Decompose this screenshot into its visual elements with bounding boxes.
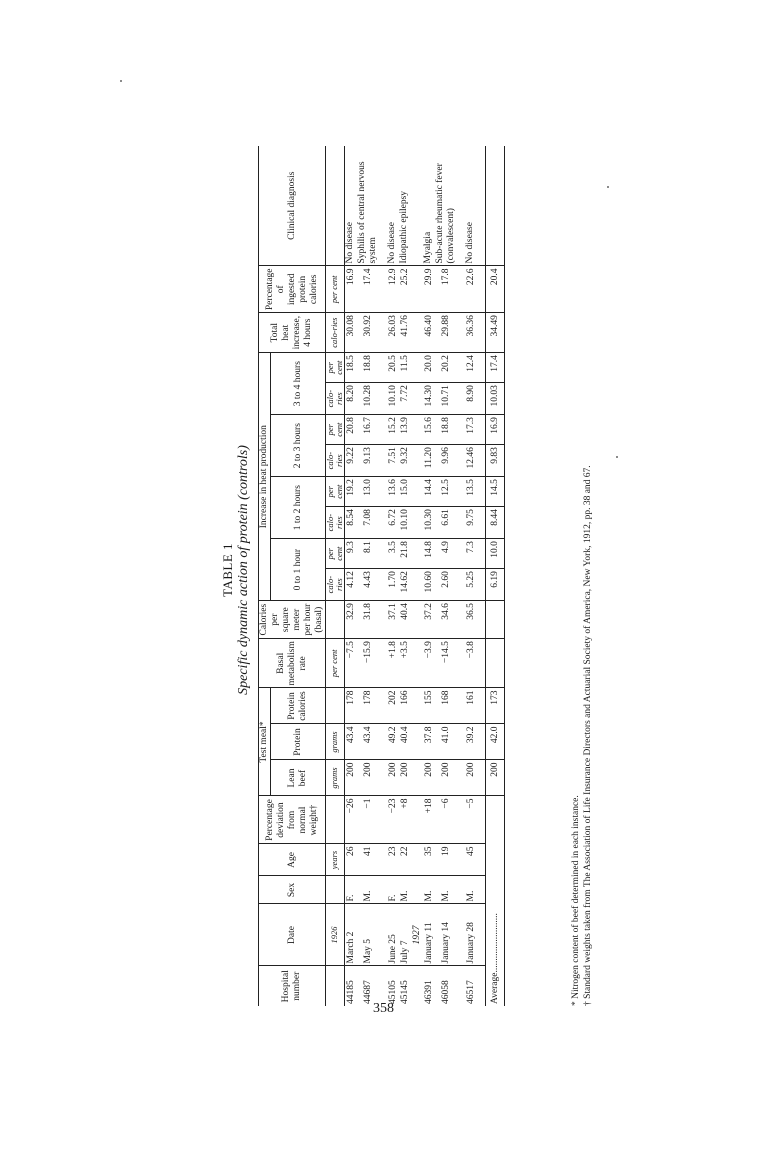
cell-bmr: −3.9 xyxy=(423,639,435,688)
unit-per-cent: per cent xyxy=(326,266,345,313)
avg-h23-pct: 16.9 xyxy=(485,415,504,445)
footnote-dagger: † Standard weights taken from The Association of Life Insurance Directors and Actuarial Society of America, New York, 1912, pp. 38 and 67. xyxy=(583,465,593,1006)
cell-sex: F. xyxy=(387,876,399,904)
cell-h01-cal: 2.60 xyxy=(435,569,465,601)
cell-age: 35 xyxy=(423,844,435,876)
avg-h34-cal: 10.03 xyxy=(485,383,504,415)
unit-empty xyxy=(326,876,345,904)
cell-lean-beef: 200 xyxy=(357,760,387,796)
cell-h23-cal: 11.20 xyxy=(423,445,435,477)
avg-h34-pct: 17.4 xyxy=(485,353,504,383)
cell-year: 1927 xyxy=(411,904,423,966)
cell-cal-m2: 31.8 xyxy=(357,601,387,639)
scan-speck xyxy=(607,186,609,188)
header-hospital-number: Hospital number xyxy=(259,966,326,1006)
unit-year-1926: 1926 xyxy=(326,904,345,966)
cell-h34-cal: 10.71 xyxy=(435,383,465,415)
unit-empty xyxy=(326,146,345,266)
cell-diagnosis: Idiopathic epilepsy xyxy=(399,190,409,264)
cell-lean-beef: 200 xyxy=(387,760,399,796)
header-test-meal: Test meal* xyxy=(259,688,271,796)
cell-deviation: −1 xyxy=(357,796,387,844)
cell-protein-calories: 161 xyxy=(465,688,486,724)
cell-protein-calories: 178 xyxy=(357,688,387,724)
cell-age: 19 xyxy=(435,844,465,876)
cell-age: 26 xyxy=(344,844,357,876)
cell-protein-calories: 178 xyxy=(344,688,357,724)
unit-years: years xyxy=(326,844,345,876)
cell-h12-cal: 9.75 xyxy=(465,507,486,539)
cell-hospital: 45145 xyxy=(399,966,411,1006)
cell-h23-cal: 9.13 xyxy=(357,445,387,477)
cell-lean-beef: 200 xyxy=(465,760,486,796)
cell-age: 41 xyxy=(357,844,387,876)
cell-h34-cal: 8.20 xyxy=(344,383,357,415)
cell-total-cal: 36.36 xyxy=(465,313,486,353)
header-clinical-diagnosis: Clinical diagnosis xyxy=(259,146,326,266)
cell-pct-ingested: 17.8 xyxy=(435,266,465,313)
cell-h34-cal: 8.90 xyxy=(465,383,486,415)
cell-sex: M. xyxy=(399,876,411,904)
cell-diagnosis: Syphilis of central nervous system xyxy=(356,161,378,264)
cell-deviation: −5 xyxy=(465,796,486,844)
unit-per-cent: per cent xyxy=(326,539,345,569)
cell-h01-pct: 14.8 xyxy=(423,539,435,569)
unit-empty xyxy=(326,601,345,639)
table-row xyxy=(435,146,465,1006)
header-calories-per-m2: Calories per square meter per hour (basal) xyxy=(259,601,326,639)
rotated-table-block xyxy=(220,120,604,1020)
header-row-1 xyxy=(259,146,271,1006)
cell-diagnosis: Sub-acute rheumatic fever (convalescent) xyxy=(434,163,456,264)
cell-bmr: −14.5 xyxy=(435,639,465,688)
unit-calories: calo-ries xyxy=(326,507,345,539)
cell-h34-pct: 20.0 xyxy=(423,353,435,383)
cell-empty xyxy=(411,601,423,639)
cell-date: January 11 xyxy=(423,904,435,966)
cell-hospital: 46517 xyxy=(465,966,486,1006)
unit-calories: calo-ries xyxy=(326,383,345,415)
cell-h34-cal: 7.72 xyxy=(399,383,411,415)
cell-empty xyxy=(411,876,423,904)
cell-date: June 25 xyxy=(387,904,399,966)
cell-hospital: 44185 xyxy=(344,966,357,1006)
scan-speck xyxy=(120,80,122,82)
header-1-2-hours: 1 to 2 hours xyxy=(271,477,326,539)
cell-h23-cal: 9.22 xyxy=(344,445,357,477)
header-basal-rate: Basal metabolism rate xyxy=(259,639,326,688)
table-row xyxy=(399,146,411,1006)
cell-h01-cal: 4.12 xyxy=(344,569,357,601)
cell-h34-cal: 14.30 xyxy=(423,383,435,415)
header-increase: Increase in heat production xyxy=(259,353,271,601)
cell-empty xyxy=(411,688,423,724)
cell-deviation: +8 xyxy=(399,796,411,844)
cell-h34-cal: 10.28 xyxy=(357,383,387,415)
cell-date: January 28 xyxy=(465,904,486,966)
cell-protein: 41.0 xyxy=(435,724,465,760)
cell-h23-pct: 20.8 xyxy=(344,415,357,445)
cell-hospital: 46058 xyxy=(435,966,465,1006)
avg-pct-ingested: 20.4 xyxy=(485,266,504,313)
cell-hospital: 46391 xyxy=(423,966,435,1006)
cell-h01-cal: 4.43 xyxy=(357,569,387,601)
cell-empty xyxy=(485,146,504,266)
cell-protein-calories: 155 xyxy=(423,688,435,724)
cell-diagnosis: No disease xyxy=(465,222,475,264)
cell-h12-cal: 6.72 xyxy=(387,507,399,539)
cell-h12-pct: 15.0 xyxy=(399,477,411,507)
cell-protein: 43.4 xyxy=(344,724,357,760)
cell-lean-beef: 200 xyxy=(399,760,411,796)
cell-hospital: 45105 xyxy=(387,966,399,1006)
unit-per-cent: per cent xyxy=(326,415,345,445)
unit-calories: calo-ries xyxy=(326,569,345,601)
avg-lean-beef: 200 xyxy=(485,760,504,796)
cell-total-cal: 30.92 xyxy=(357,313,387,353)
cell-h23-pct: 15.6 xyxy=(423,415,435,445)
unit-empty xyxy=(326,966,345,1006)
cell-sex: M. xyxy=(435,876,465,904)
cell-h23-cal: 9.32 xyxy=(399,445,411,477)
cell-h12-pct: 13.5 xyxy=(465,477,486,507)
avg-h01-pct: 10.0 xyxy=(485,539,504,569)
cell-empty xyxy=(411,724,423,760)
cell-bmr: −7.5 xyxy=(344,639,357,688)
data-table xyxy=(258,146,505,1006)
cell-empty xyxy=(411,415,423,445)
cell-h23-cal: 7.51 xyxy=(387,445,399,477)
header-age: Age xyxy=(259,844,326,876)
cell-h34-pct: 11.5 xyxy=(399,353,411,383)
cell-date: July 7 xyxy=(399,904,411,966)
table-row xyxy=(465,146,486,1006)
header-protein-calories: Protein calories xyxy=(271,688,326,724)
average-row xyxy=(485,146,504,1006)
cell-h34-pct: 18.5 xyxy=(344,353,357,383)
avg-protein: 42.0 xyxy=(485,724,504,760)
cell-empty xyxy=(411,313,423,353)
header-3-4-hours: 3 to 4 hours xyxy=(271,353,326,415)
footnote-star: * Nitrogen content of beef determined in each instance. xyxy=(571,795,581,1006)
cell-empty xyxy=(411,445,423,477)
cell-sex: F. xyxy=(344,876,357,904)
table-title: Specific dynamic action of protein (controls) xyxy=(236,445,251,695)
table-label: TABLE 1 xyxy=(220,542,235,598)
cell-empty xyxy=(411,760,423,796)
cell-h12-cal: 10.10 xyxy=(399,507,411,539)
scan-speck xyxy=(616,456,618,458)
footnotes xyxy=(570,126,594,1006)
cell-deviation: +18 xyxy=(423,796,435,844)
cell-h01-cal: 1.70 xyxy=(387,569,399,601)
cell-h34-pct: 12.4 xyxy=(465,353,486,383)
cell-empty xyxy=(411,477,423,507)
cell-pct-ingested: 12.9 xyxy=(387,266,399,313)
header-pct-ingested: Percentage of ingested protein calories xyxy=(259,266,326,313)
cell-h12-cal: 6.61 xyxy=(435,507,465,539)
year-row-1927 xyxy=(411,146,423,1006)
table-row xyxy=(387,146,399,1006)
cell-empty xyxy=(411,796,423,844)
cell-total-cal: 41.76 xyxy=(399,313,411,353)
table-row xyxy=(357,146,387,1006)
cell-h01-pct: 9.3 xyxy=(344,539,357,569)
unit-per-cent: per cent xyxy=(326,639,345,688)
cell-h12-pct: 13.6 xyxy=(387,477,399,507)
avg-h12-cal: 8.44 xyxy=(485,507,504,539)
cell-diagnosis: No disease xyxy=(387,222,397,264)
cell-h34-pct: 18.8 xyxy=(357,353,387,383)
cell-h12-cal: 10.30 xyxy=(423,507,435,539)
cell-protein-calories: 168 xyxy=(435,688,465,724)
cell-diagnosis: No disease xyxy=(345,222,355,264)
cell-empty xyxy=(411,844,423,876)
cell-cal-m2: 37.1 xyxy=(387,601,399,639)
cell-h34-pct: 20.5 xyxy=(387,353,399,383)
cell-empty xyxy=(411,383,423,415)
header-protein: Protein xyxy=(271,724,326,760)
cell-protein: 43.4 xyxy=(357,724,387,760)
cell-total-cal: 46.40 xyxy=(423,313,435,353)
cell-h01-pct: 8.1 xyxy=(357,539,387,569)
cell-cal-m2: 36.5 xyxy=(465,601,486,639)
unit-per-cent: per cent xyxy=(326,353,345,383)
cell-empty xyxy=(411,539,423,569)
cell-sex: M. xyxy=(357,876,387,904)
avg-h23-cal: 9.83 xyxy=(485,445,504,477)
cell-h12-pct: 13.0 xyxy=(357,477,387,507)
cell-total-cal: 29.88 xyxy=(435,313,465,353)
header-2-3-hours: 2 to 3 hours xyxy=(271,415,326,477)
avg-total-cal: 34.49 xyxy=(485,313,504,353)
cell-empty xyxy=(411,569,423,601)
avg-protein-calories: 173 xyxy=(485,688,504,724)
table-body xyxy=(344,146,504,1006)
table-row xyxy=(423,146,435,1006)
cell-total-cal: 30.08 xyxy=(344,313,357,353)
cell-h01-pct: 4.9 xyxy=(435,539,465,569)
cell-h01-pct: 21.8 xyxy=(399,539,411,569)
cell-h12-pct: 14.4 xyxy=(423,477,435,507)
cell-date: January 14 xyxy=(435,904,465,966)
cell-sex: M. xyxy=(465,876,486,904)
cell-h01-cal: 10.60 xyxy=(423,569,435,601)
cell-protein-calories: 166 xyxy=(399,688,411,724)
cell-bmr: +1.8 xyxy=(387,639,399,688)
cell-pct-ingested: 17.4 xyxy=(357,266,387,313)
cell-h12-pct: 12.5 xyxy=(435,477,465,507)
average-label: Average......................... xyxy=(485,796,504,1006)
header-lean-beef: Lean beef xyxy=(271,760,326,796)
table-row xyxy=(344,146,357,1006)
cell-h23-pct: 15.2 xyxy=(387,415,399,445)
cell-protein-calories: 202 xyxy=(387,688,399,724)
unit-per-cent: per cent xyxy=(326,477,345,507)
cell-protein: 39.2 xyxy=(465,724,486,760)
cell-diagnosis: Myalgia xyxy=(423,231,433,264)
cell-h34-cal: 10.10 xyxy=(387,383,399,415)
cell-age: 45 xyxy=(465,844,486,876)
cell-cal-m2: 37.2 xyxy=(423,601,435,639)
avg-h01-cal: 6.19 xyxy=(485,569,504,601)
cell-h12-cal: 7.08 xyxy=(357,507,387,539)
cell-h23-pct: 18.8 xyxy=(435,415,465,445)
cell-empty xyxy=(411,639,423,688)
cell-cal-m2: 32.9 xyxy=(344,601,357,639)
cell-lean-beef: 200 xyxy=(344,760,357,796)
unit-row xyxy=(326,146,345,1006)
cell-deviation: −23 xyxy=(387,796,399,844)
cell-pct-ingested: 29.9 xyxy=(423,266,435,313)
cell-empty xyxy=(411,507,423,539)
cell-protein: 37.8 xyxy=(423,724,435,760)
cell-deviation: −6 xyxy=(435,796,465,844)
cell-empty xyxy=(411,353,423,383)
cell-h01-cal: 14.62 xyxy=(399,569,411,601)
header-sex: Sex xyxy=(259,876,326,904)
cell-h23-pct: 13.9 xyxy=(399,415,411,445)
avg-h12-pct: 14.5 xyxy=(485,477,504,507)
cell-deviation: −26 xyxy=(344,796,357,844)
cell-h23-cal: 9.96 xyxy=(435,445,465,477)
cell-cal-m2: 40.4 xyxy=(399,601,411,639)
cell-h23-cal: 12.46 xyxy=(465,445,486,477)
unit-grams: grams xyxy=(326,760,345,796)
unit-calories: calo-ries xyxy=(326,313,345,353)
cell-date: March 2 xyxy=(344,904,357,966)
cell-protein: 40.4 xyxy=(399,724,411,760)
cell-empty xyxy=(411,266,423,313)
page-number: 358 xyxy=(373,1001,394,1016)
cell-h34-pct: 20.2 xyxy=(435,353,465,383)
cell-h12-cal: 8.54 xyxy=(344,507,357,539)
cell-lean-beef: 200 xyxy=(423,760,435,796)
unit-grams: grams xyxy=(326,724,345,760)
unit-calories: calo-ries xyxy=(326,445,345,477)
unit-empty xyxy=(326,796,345,844)
cell-h23-pct: 16.7 xyxy=(357,415,387,445)
cell-sex: M. xyxy=(423,876,435,904)
cell-total-cal: 26.03 xyxy=(387,313,399,353)
cell-h12-pct: 19.2 xyxy=(344,477,357,507)
header-total-increase: Total heat increase, 4 hours xyxy=(259,313,326,353)
cell-bmr: −15.9 xyxy=(357,639,387,688)
cell-pct-ingested: 16.9 xyxy=(344,266,357,313)
cell-empty xyxy=(411,146,423,266)
cell-h01-pct: 3.5 xyxy=(387,539,399,569)
cell-age: 23 xyxy=(387,844,399,876)
unit-empty xyxy=(326,688,345,724)
cell-age: 22 xyxy=(399,844,411,876)
cell-empty xyxy=(485,601,504,639)
header-pct-deviation: Percentage deviation from normal weight† xyxy=(259,796,326,844)
cell-date: May 5 xyxy=(357,904,387,966)
cell-bmr: +3.5 xyxy=(399,639,411,688)
cell-hospital: 44687 xyxy=(357,966,387,1006)
cell-pct-ingested: 25.2 xyxy=(399,266,411,313)
cell-bmr: −3.8 xyxy=(465,639,486,688)
header-date: Date xyxy=(259,904,326,966)
header-0-1-hour: 0 to 1 hour xyxy=(271,539,326,601)
cell-empty xyxy=(411,966,423,1006)
cell-protein: 49.2 xyxy=(387,724,399,760)
cell-lean-beef: 200 xyxy=(435,760,465,796)
cell-h23-pct: 17.3 xyxy=(465,415,486,445)
cell-empty xyxy=(485,639,504,688)
cell-pct-ingested: 22.6 xyxy=(465,266,486,313)
cell-h01-pct: 7.3 xyxy=(465,539,486,569)
cell-cal-m2: 34.6 xyxy=(435,601,465,639)
cell-h01-cal: 5.25 xyxy=(465,569,486,601)
